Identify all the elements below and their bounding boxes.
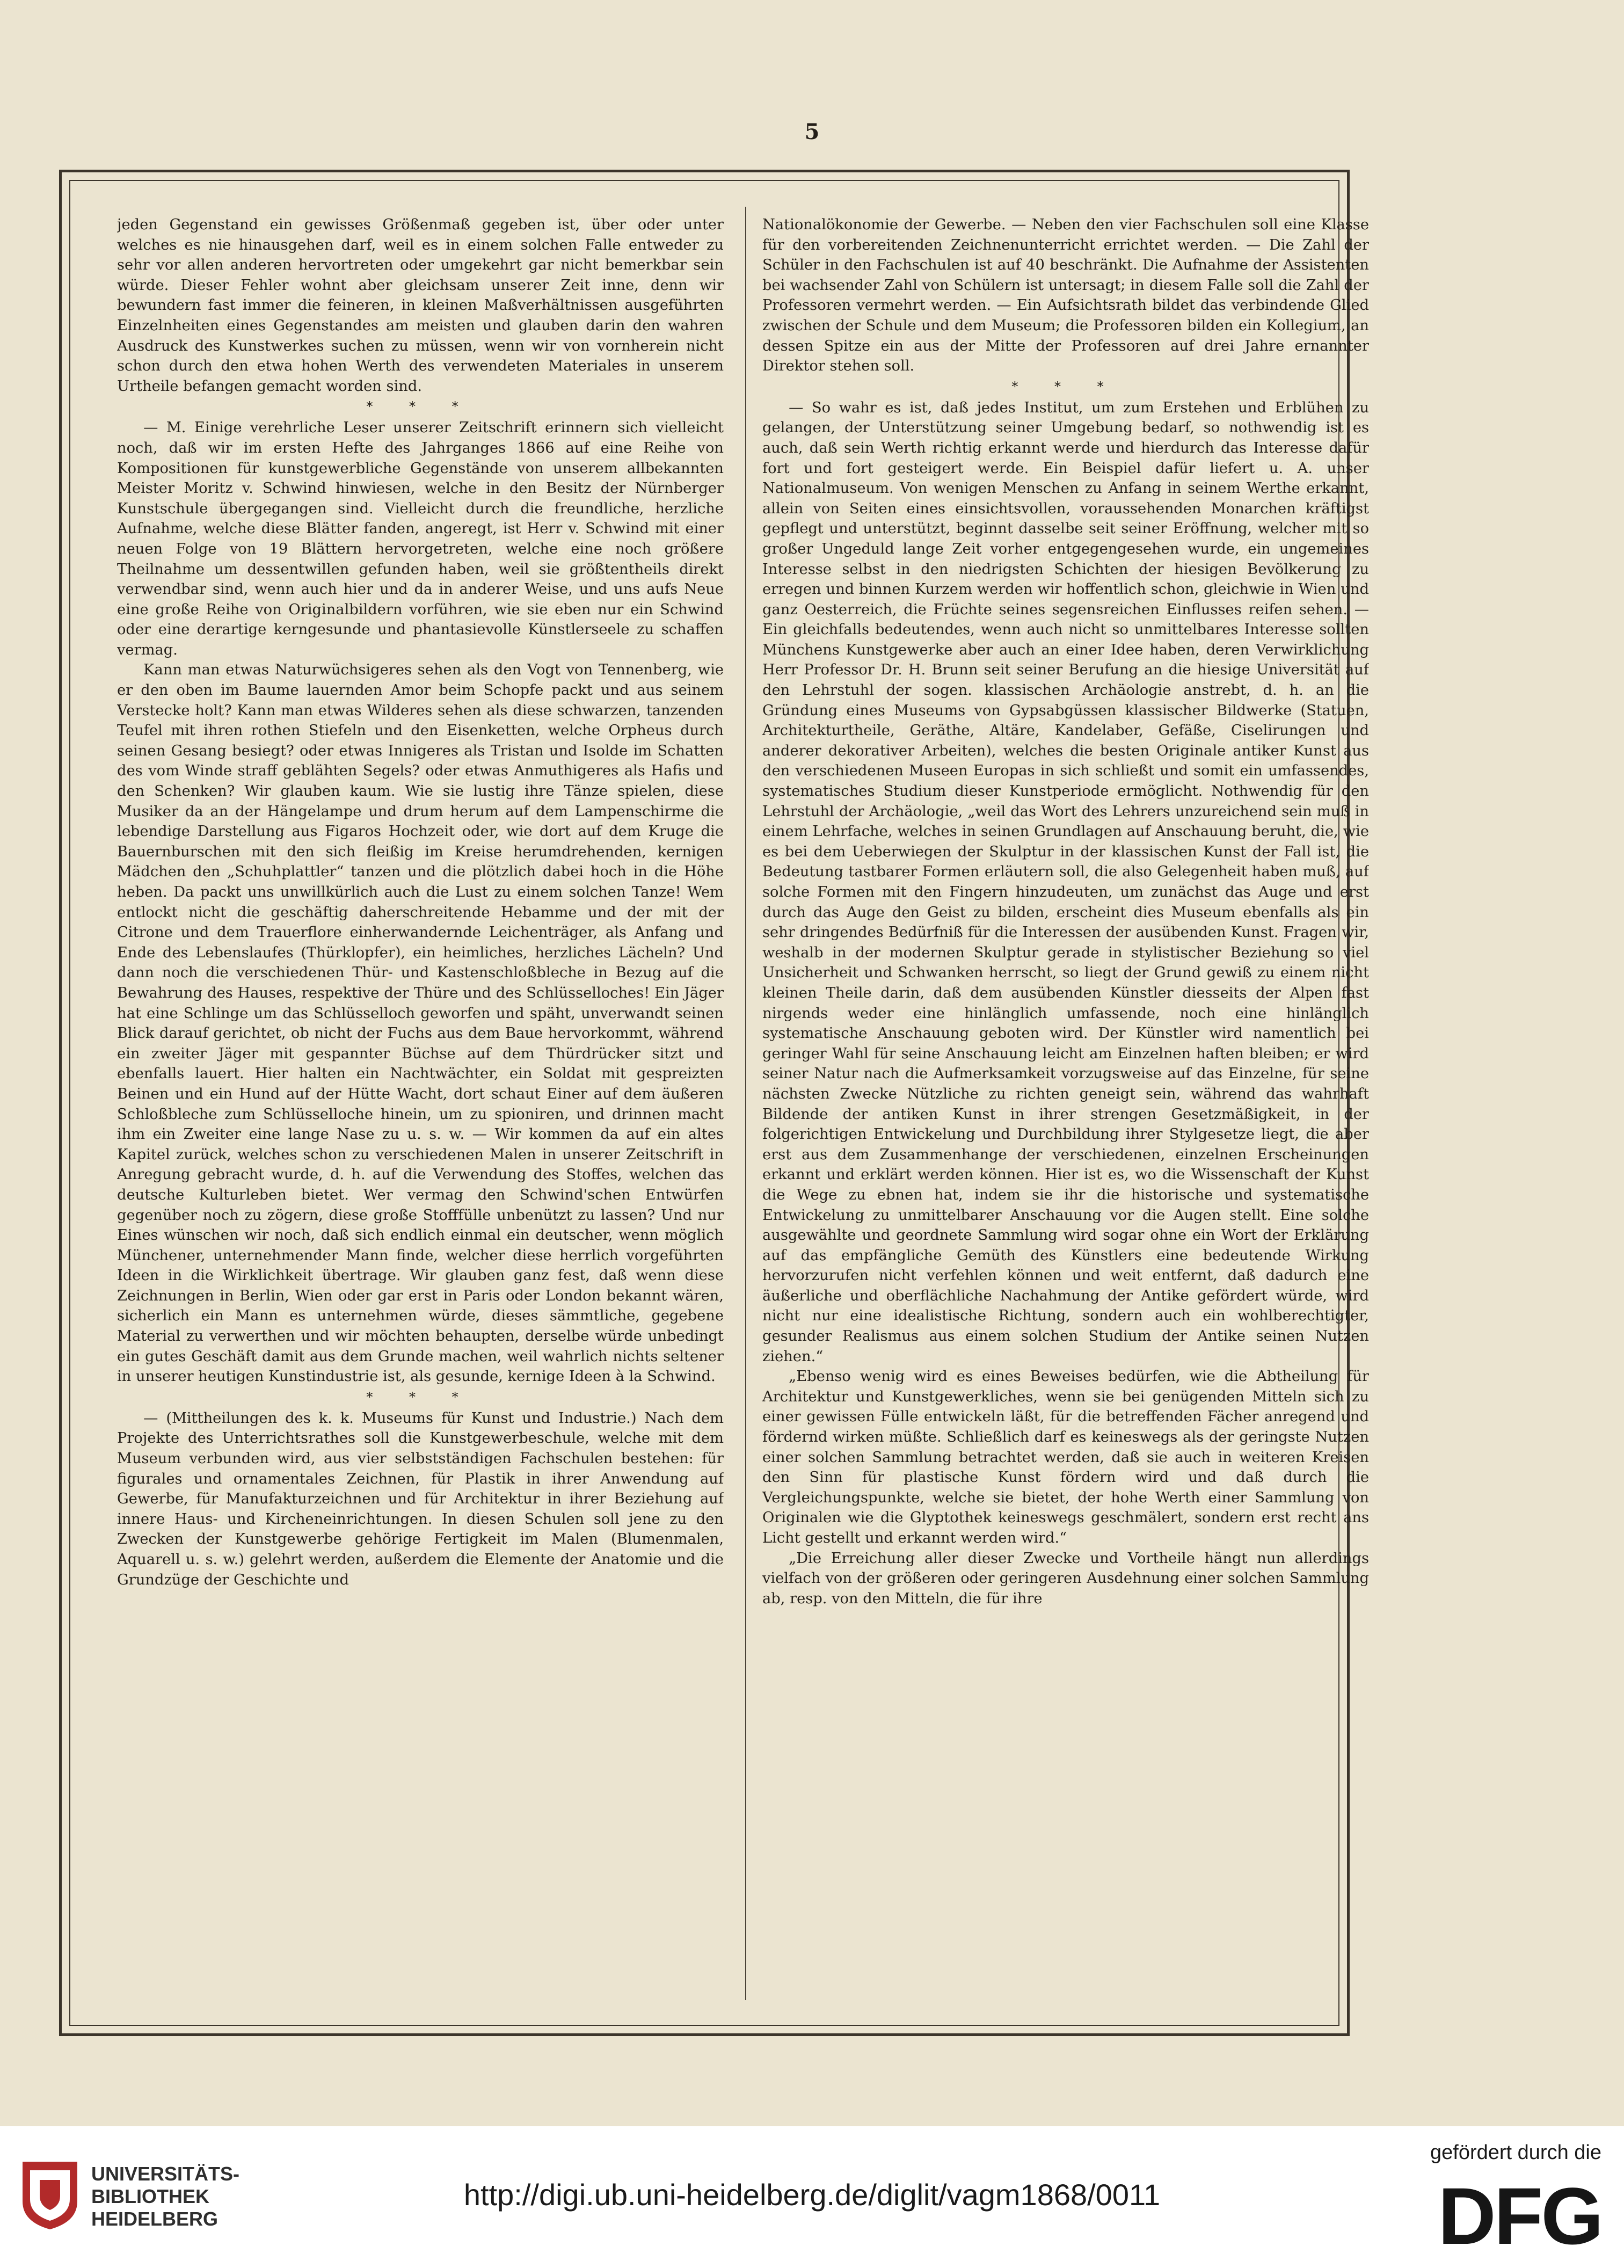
column-rule [745, 207, 746, 2000]
article-paragraph: — (Mittheilungen des k. k. Museums für Kunst und Industrie.) Nach dem Projekte des Unterrichtsrathes soll die Kunstgewerbeschule, welche mit dem Museum verbunden wird, aus vier selbstständigen Fachschulen bestehen: für figurales und ornamentales Zeichnen, für Plastik in ihrer Anwendung auf Gewerbe, für Manufakturzeichnen und für Architektur in ihrer Beziehung auf innere Haus- und Kircheneinrichtungen. In diesen Schulen soll jene zu den Zwecken der Kunstgewerbe gehörige Fertigkeit im Malen (Blumenmalen, Aquarell u. s. w.) gelehrt werden, außerdem die Elemente der Anatomie und die Grundzüge der Geschichte und [117, 1409, 724, 1588]
permalink-url[interactable]: http://digi.ub.uni-heidelberg.de/diglit/vagm1868/0011 [463, 2178, 1161, 2212]
sponsor-label: gefördert durch die [1430, 2141, 1601, 2164]
institution-line: BIBLIOTHEK [91, 2185, 209, 2207]
footer-bar [0, 2126, 1624, 2268]
section-divider: * * * [366, 399, 475, 415]
article-paragraph: Kann man etwas Naturwüchsigeres sehen als den Vogt von Tennenberg, wie er den oben im Baume lauernden Amor beim Schopfe packt und aus seinem Verstecke holt? Kann man etwas Wilderes sehen als diese schwarzen, tanzenden Teufel mit ihren rothen Stiefeln und den Eisenketten, welche Orpheus durch seinen Gesang besiegt? oder etwas Innigeres als Tristan und Isolde im Schatten des vom Winde straff geblähten Segels? oder etwas Anmuthigeres als Hafis und den Schenken? Wir glauben kaum. Wie sie lustig ihre Tänze spielen, diese Musiker da an der Hängelampe und drum herum auf dem Lampenschirme die lebendige Darstellung aus Figaros Hochzeit oder, wie dort auf dem Kruge die Bauernburschen mit den sich fleißig im Kreise herumdrehenden, kernigen Mädchen den „Schuhplattler“ tanzen und die plötzlich dabei hoch in die Höhe heben. Da packt uns unwillkürlich auch die Lust zu einem solchen Tanze! Wem entlockt nicht die geschäftig daherschreitende Hebamme und der mit der Citrone und dem Trauerflore einherwandernde Leichenträger, als Anfang und Ende des Lebenslaufes (Thürklopfer), ein heimliches, herzliches Lächeln? Und dann noch die verschiedenen Thür- und Kastenschloßbleche in Bezug auf die Bewahrung des Hauses, respektive der Thüre und des Schlüsselloches! Ein Jäger hat eine Schlinge um das Schlüsselloch geworfen und späht, unverwandt seinen Blick darauf gerichtet, ob nicht der Fuchs aus dem Baue hervorkommt, während ein zweiter Jäger mit gespannter Büchse auf dem Thürdrücker sitzt und ebenfalls lauert. Hier halten ein Nachtwächter, ein Soldat mit gespreizten Beinen und ein Hund auf der Hütte Wacht, dort schaut Einer auf dem äußeren Schloßbleche zum Schlüsselloche hinein, um zu spioniren, und drinnen macht ihm ein Zweiter eine lange Nase zu u. s. w. — Wir kommen da auf ein altes Kapitel zurück, welches schon zu verschiedenen Malen in unserer Zeitschrift in Anregung gebracht wurde, d. h. auf die Verwendung des Stoffes, welchen das deutsche Kulturleben bietet. Wer vermag den Schwind'schen Entwürfen gegenüber noch zu zögern, diese große Stofffülle unbenützt zu lassen? Und nur Eines wünschen wir noch, daß sich endlich einmal ein deutscher, wenn möglich Münchener, unternehmender Mann finde, welcher diese herrlich vorgeführten Ideen in die Wirklichkeit übertrage. Wir glauben ganz fest, daß wenn diese Zeichnungen in Berlin, Wien oder gar erst in Paris oder London bekannt wären, sicherlich ein Mann es unternehmen würde, dieses sämmtliche, gegebene Material zu verwerthen und wir möchten behaupten, derselbe würde unbedingt ein gutes Geschäft damit aus dem Grunde machen, weil wahrlich nichts seltener in unserer heutigen Kunstindustrie ist, als gesunde, kernige Ideen à la Schwind. [117, 662, 724, 1385]
right-column [762, 215, 1369, 1997]
page-number: 5 [804, 119, 820, 144]
article-paragraph: jeden Gegenstand ein gewisses Größenmaß gegeben ist, über oder unter welches es nie hinausgehen darf, weil es in einem solchen Falle entweder zu sehr vor allen anderen hervortreten oder umgekehrt gar nicht bemerkbar sein würde. Dieser Fehler wohnt aber gleichsam unserer Zeit inne, denn wir bewundern fast immer die feineren, in kleinen Maßverhältnissen ausgeführten Einzelnheiten eines Gegenstandes am meisten und glauben darin den wahren Ausdruck des Kunstwerkes suchen zu müssen, wenn wir von vornherein nicht schon durch den etwa hohen Werth des verwendeten Materiales in unserem Urtheile befangen gemacht worden sind. [117, 216, 724, 395]
institution-line: UNIVERSITÄTS- [91, 2163, 240, 2185]
article-paragraph: — M. Einige verehrliche Leser unserer Zeitschrift erinnern sich vielleicht noch, daß wir im ersten Hefte des Jahrganges 1866 auf eine Reihe von Kompositionen für kunstgewerbliche Gegenstände von unserem allbekannten Meister Moritz v. Schwind hinwiesen, welche in den Besitz der Nürnberger Kunstschule übergegangen sind. Vielleicht durch die freundliche, herzliche Aufnahme, welche diese Blätter fanden, angeregt, ist Herr v. Schwind mit einer neuen Folge von 19 Blättern hervorgetreten, welche eine noch größere Theilnahme um dessentwillen gefunden haben, weil sie größtentheils direkt verwendbar sind, wenn auch hier und da in anderer Weise, und uns aufs Neue eine große Reihe von Originalbildern vorführen, wie sie eben nur ein Schwind oder eine derartige kerngesunde und phantasievolle Künstlerseele zu schaffen vermag. [117, 419, 724, 658]
article-paragraph: Nationalökonomie der Gewerbe. — Neben den vier Fachschulen soll eine Klasse für den vorbereitenden Zeichnenunterricht errichtet werden. — Die Zahl der Schüler in den Fachschulen ist auf 40 beschränkt. Die Aufnahme der Assistenten bei wachsender Zahl von Schülern ist untersagt; in diesem Falle soll die Zahl der Professoren vermehrt werden. — Ein Aufsichtsrath bildet das verbindende Glied zwischen der Schule und dem Museum; die Professoren bilden ein Kollegium, an dessen Spitze ein aus der Mitte der Professoren auf drei Jahre ernannter Direktor stehen soll. [762, 216, 1369, 375]
article-paragraph: „Ebenso wenig wird es eines Beweises bedürfen, wie die Abtheilung für Architektur und Kunstgewerkliches, wenn sie bei genügenden Mitteln sich zu einer gewissen Fülle entwickeln läßt, für die betreffenden Fächer anregend und fördernd wirken müßte. Schließlich darf es keineswegs als der geringste Nutzen einer solchen Sammlung betrachtet werden, daß sie auch in weiteren Kreisen den Sinn für plastische Kunst fördern wird und daß durch die Vergleichungspunkte, welche sie bietet, der hohe Werth einer Sammlung von Originalen wie die Glyptothek keineswegs geschmälert, sondern erst recht ans Licht gestellt und erkannt werden wird.“ [762, 1368, 1369, 1546]
section-divider: * * * [366, 1389, 475, 1405]
article-paragraph: — So wahr es ist, daß jedes Institut, um zum Erstehen und Erblühen zu gelangen, der Unterstützung seiner Umgebung bedarf, so nothwendig ist es auch, daß sein Werth richtig erkannt werde und hierdurch das Interesse dafür fort und fort gesteigert werde. Ein Beispiel dafür liefert u. A. unser Nationalmuseum. Von wenigen Menschen zu Anfang in seinem Werthe erkannt, allein von Seiten eines einsichtsvollen, voraussehenden Monarchen kräftigst gepflegt und unterstützt, beginnt dasselbe seit seiner Eröffnung, welcher mit so großer Ungeduld lange Zeit vorher entgegengesehen wurde, ein ungemeines Interesse selbst in den niedrigsten Schichten der hiesigen Bevölkerung zu erregen und binnen Kurzem werden wir hoffentlich schon, gleichwie in Wien und ganz Oesterreich, die Früchte seines segensreichen Einflusses reifen sehen. — Ein gleichfalls bedeutendes, wenn auch nicht so unmittelbares Interesse sollten Münchens Kunstgewerke aber auch an einer Idee haben, deren Verwirklichung Herr Professor Dr. H. Brunn seit seiner Berufung an die hiesige Universität auf den Lehrstuhl der sogen. klassischen Archäologie anstrebt, d. h. an die Gründung eines Museums von Gypsabgüssen klassischer Bildwerke (Statuen, Architekturtheile, Geräthe, Altäre, Kandelaber, Gefäße, Ciselirungen und anderer dekorativer Arbeiten), welches die besten Originale antiker Kunst aus den verschiedenen Museen Europas in sich schließt und somit ein umfassendes, systematisches Studium dieser Kunstperiode ermöglicht. Nothwendig für den Lehrstuhl der Archäologie, „weil das Wort des Lehrers unzureichend sein muß in einem Lehrfache, welches in seinen Grundlagen auf Anschauung beruht, die, wie es bei dem Ueberwiegen der Skulptur in der klassischen Kunst der Fall ist, die Bedeutung tastbarer Formen erläutern soll, die also Gelegenheit haben muß, auf solche Formen mit den Fingern hinzudeuten, um zunächst das Auge und erst durch das Auge den Geist zu bilden, erscheint dies Museum ebenfalls als ein sehr dringendes Bedürfniß für die Interessen der ausübenden Kunst. Fragen wir, weshalb in der modernen Skulptur gerade in stylistischer Beziehung so viel Unsicherheit und Schwanken herrscht, so liegt der Grund gewiß zu einem nicht kleinen Theile darin, daß dem ausübenden Künstler diesseits der Alpen fast nirgends weder eine hinlänglich umfassende, noch eine hinlänglich systematische Anschauung geboten wird. Der Künstler wird namentlich bei geringer Wahl für seine Anschauung leicht am Einzelnen haften bleiben; er wird seiner Natur nach die Aufmerksamkeit vorzugsweise auf das Einzelne, für seine nächsten Zwecke Nützliche zu richten geneigt sein, während das wahrhaft Bildende der antiken Kunst in ihrer strengen Gesetzmäßigkeit, in der folgerichtigen Entwickelung und Durchbildung ihrer Stylgesetze liegt, die aber erst aus dem Zusammenhange der verschiedenen, einzelnen Erscheinungen erkannt und erklärt werden können. Hier ist es, wo die Wissenschaft der Kunst die Wege zu ebnen hat, indem sie ihr die historische und systematische Entwickelung zu unmittelbarer Anschauung vor die Augen stellt. Eine solche ausgewählte und geordnete Sammlung wird sogar ohne ein Wort der Erklärung auf das empfängliche Gemüth des Künstlers eine bedeutende Wirkung hervorzurufen nicht verfehlen können und weit entfernt, daß dadurch eine äußerliche und oberflächliche Nachahmung der Antike gefördert würde, wird nicht nur eine idealistische Richtung, sondern auch ein wohlberechtigter, gesunder Realismus aus einem solchen Studium der Antike seinen Nutzen ziehen.“ [762, 399, 1369, 1365]
section-divider: * * * [1011, 379, 1120, 394]
dfg-logo: DFG [1438, 2171, 1601, 2261]
article-paragraph: „Die Erreichung aller dieser Zwecke und Vortheile hängt nun allerdings vielfach von der größeren oder geringeren Ausdehnung einer solchen Sammlung ab, resp. von den Mitteln, die für ihre [762, 1550, 1369, 1607]
institution-line: HEIDELBERG [91, 2208, 219, 2230]
left-column [117, 215, 724, 1997]
